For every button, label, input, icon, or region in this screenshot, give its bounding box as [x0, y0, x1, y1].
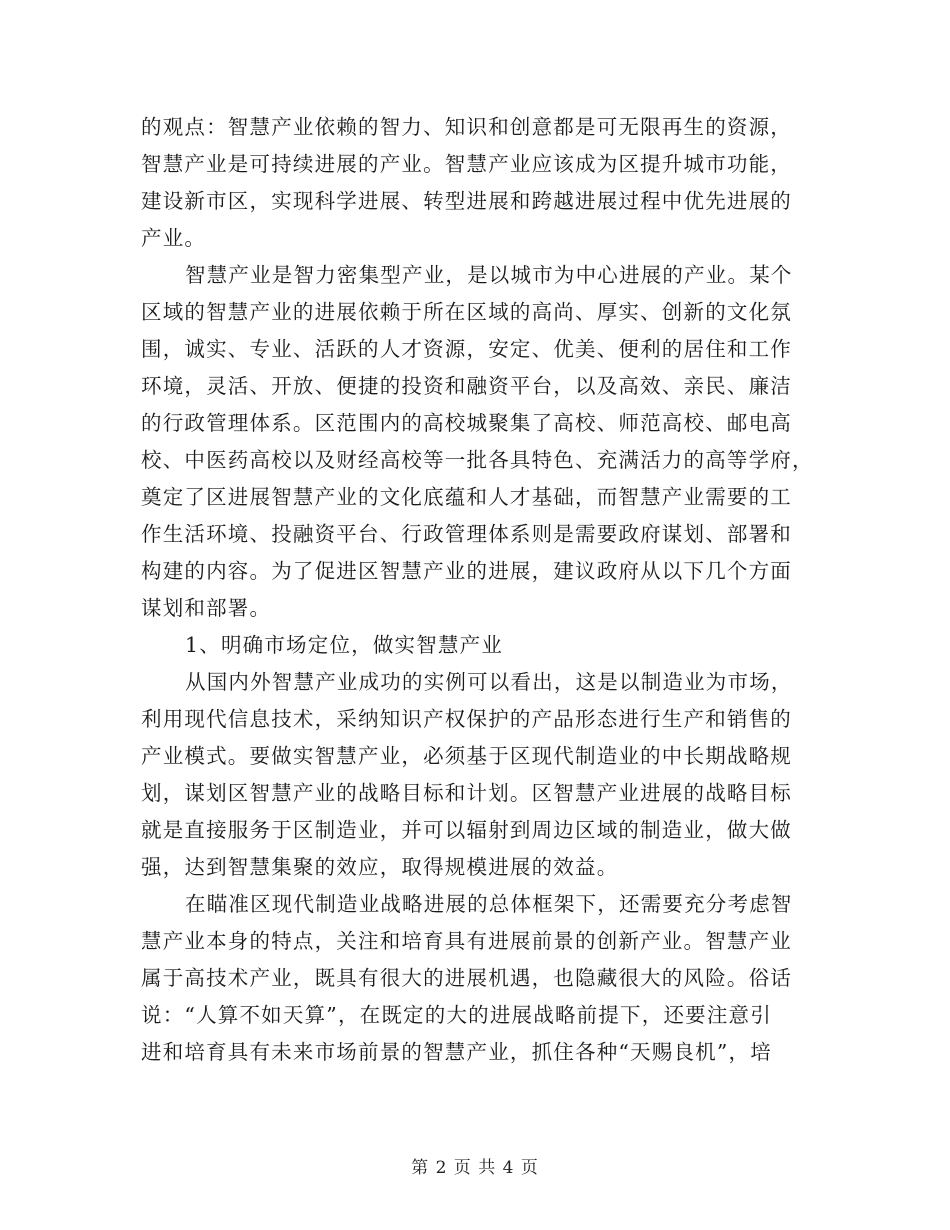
document-body [141, 109, 814, 1071]
paragraph-3 [141, 664, 809, 886]
text-line: 产业模式。要做实智慧产业，必须基于区现代制造业的中长期战略规 [141, 744, 792, 768]
text-line: 划，谋划区智慧产业的战略目标和计划。区智慧产业进展的战略目标 [141, 781, 792, 805]
text-line: 说：“人算不如天算”，在既定的大的进展战略前提下，还要注意引 [141, 1003, 772, 1027]
text-line: 智慧产业是智力密集型产业，是以城市为中心进展的产业。某个 [185, 263, 793, 287]
text-line: 强，达到智慧集聚的效应，取得规模进展的效益。 [141, 855, 619, 879]
text-line: 构建的内容。为了促进区智慧产业的进展，建议政府从以下几个方面 [141, 559, 792, 583]
text-line: 建设新市区，实现科学进展、转型进展和跨越进展过程中优先进展的 [141, 189, 792, 213]
text-line: 属于高技术产业，既具有很大的进展机遇，也隐藏很大的风险。俗话 [141, 966, 792, 990]
text-line: 的观点：智慧产业依赖的智力、知识和创意都是可无限再生的资源， [141, 115, 792, 139]
paragraph-4 [141, 886, 809, 1071]
text-line: 在瞄准区现代制造业战略进展的总体框架下，还需要充分考虑智 [185, 892, 793, 916]
text-line: 校、中医药高校以及财经高校等一批各具特色、充满活力的高等学府， [141, 448, 814, 472]
text-line: 奠定了区进展智慧产业的文化底蕴和人才基础，而智慧产业需要的工 [141, 485, 792, 509]
text-line: 产业。 [141, 226, 207, 250]
text-line: 慧产业本身的特点，关注和培育具有进展前景的创新产业。智慧产业 [141, 929, 792, 953]
page-footer [0, 1153, 950, 1178]
text-line: 就是直接服务于区制造业，并可以辐射到周边区域的制造业，做大做 [141, 818, 792, 842]
text-line: 围，诚实、专业、活跃的人才资源，安定、优美、便利的居住和工作 [141, 337, 792, 361]
text-line: 从国内外智慧产业成功的实例可以看出，这是以制造业为市场， [185, 670, 793, 694]
paragraph-2 [141, 257, 814, 627]
paragraph-1 [141, 109, 809, 257]
text-line: 智慧产业是可持续进展的产业。智慧产业应该成为区提升城市功能， [141, 152, 792, 176]
text-line: 进和培育具有未来市场前景的智慧产业，抓住各种“天赐良机”，培 [141, 1040, 772, 1064]
text-line: 作生活环境、投融资平台、行政管理体系则是需要政府谋划、部署和 [141, 522, 792, 546]
text-line: 谋划和部署。 [141, 596, 272, 620]
text-line: 区域的智慧产业的进展依赖于所在区域的高尚、厚实、创新的文化氛 [141, 300, 792, 324]
text-line: 利用现代信息技术，采纳知识产权保护的产品形态进行生产和销售的 [141, 707, 792, 731]
section-heading: 1、明确市场定位，做实智慧产业 [185, 633, 504, 657]
text-line: 环境，灵活、开放、便捷的投资和融资平台，以及高效、亲民、廉洁 [141, 374, 792, 398]
page-number-label: 第 2 页 共 4 页 [411, 1158, 539, 1178]
text-line: 的行政管理体系。区范围内的高校城聚集了高校、师范高校、邮电高 [141, 411, 792, 435]
